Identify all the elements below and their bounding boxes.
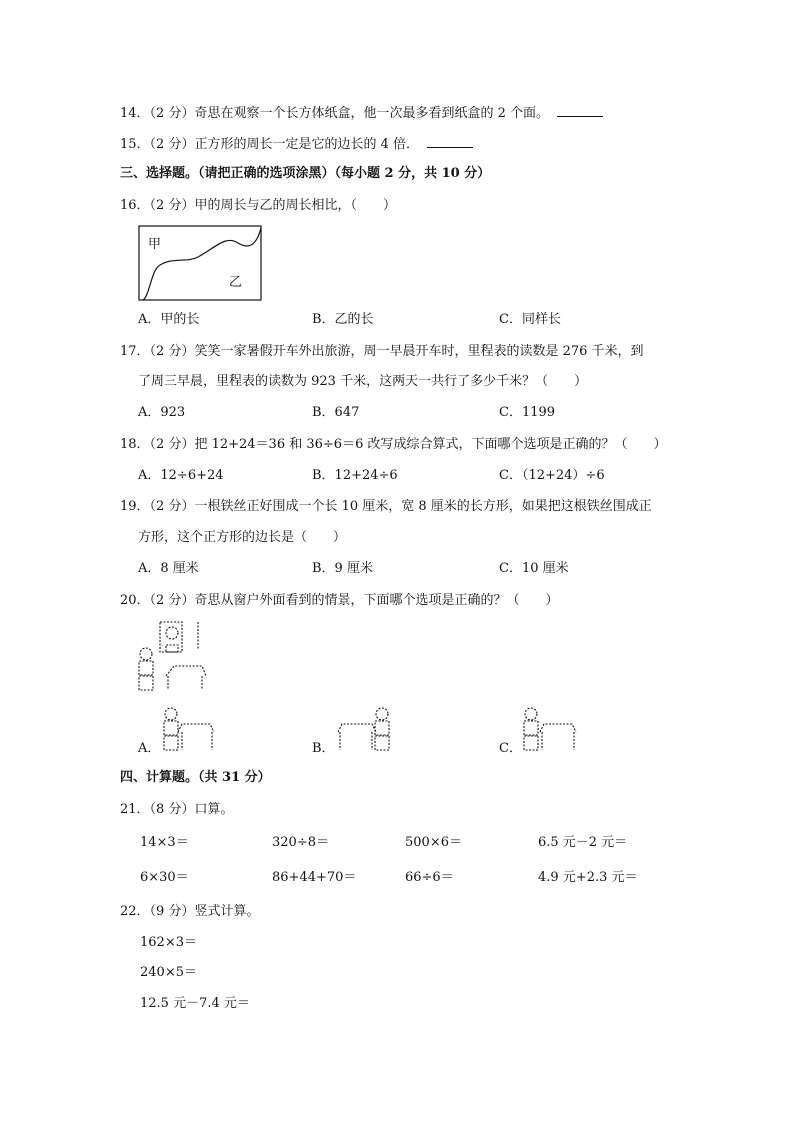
option-20a-label[interactable]: A． xyxy=(138,741,161,756)
option-20c-label[interactable]: C． xyxy=(499,741,522,756)
question-21-text: 21．（8 分）口算。 xyxy=(120,802,234,817)
section-3-title: 三、选择题。（请把正确的选项涂黑）（每小题 2 分，共 10 分） xyxy=(120,166,491,181)
question-16-text: 16．（2 分）甲的周长与乙的周长相比，（ ） xyxy=(120,198,396,213)
option-18b[interactable]: B．12+24÷6 xyxy=(312,468,398,483)
option-16a[interactable]: A．甲的长 xyxy=(138,312,200,327)
option-20b-image[interactable] xyxy=(336,706,396,752)
question-22-text: 22．（9 分）竖式计算。 xyxy=(120,904,260,919)
question-14-text: 14．（2 分）奇思在观察一个长方体纸盒，他一次最多看到纸盒的 2 个面。 xyxy=(120,106,549,121)
calc-21-5: 6×30＝ xyxy=(140,870,189,885)
question-19-line2: 方形，这个正方形的边长是（ ） xyxy=(138,530,347,545)
calc-22-3: 12.5 元－7.4 元＝ xyxy=(140,996,250,1011)
question-17-line1: 17．（2 分）笑笑一家暑假开车外出旅游，周一早晨开车时，里程表的读数是 276 千米，到 xyxy=(120,344,644,359)
option-16b[interactable]: B．乙的长 xyxy=(312,312,374,327)
calc-21-1: 14×3＝ xyxy=(140,835,189,850)
question-14 xyxy=(120,104,603,123)
section-4-title: 四、计算题。（共 31 分） xyxy=(120,770,271,785)
question-17-line2: 了周三早晨，里程表的读数为 923 千米，这两天一共行了多少千米？（ ） xyxy=(138,374,588,389)
option-18c[interactable]: C．（12+24）÷6 xyxy=(499,468,605,483)
option-20a-image[interactable] xyxy=(158,706,218,752)
calc-21-7: 66÷6＝ xyxy=(405,870,454,885)
option-20b-label[interactable]: B． xyxy=(312,741,335,756)
question-19-line1: 19．（2 分）一根铁丝正好围成一个长 10 厘米，宽 8 厘米的长方形，如果把这根铁丝围成正 xyxy=(120,499,652,514)
question-15 xyxy=(120,135,473,154)
option-17a[interactable]: A．923 xyxy=(138,405,186,420)
calc-21-8: 4.9 元+2.3 元＝ xyxy=(538,870,638,885)
option-17c[interactable]: C．1199 xyxy=(499,405,556,420)
calc-22-2: 240×5＝ xyxy=(140,965,197,980)
answer-blank-15[interactable] xyxy=(427,135,473,148)
calc-21-6: 86+44+70＝ xyxy=(272,870,357,885)
option-19c[interactable]: C．10 厘米 xyxy=(499,561,569,576)
calc-21-4: 6.5 元－2 元＝ xyxy=(538,835,628,850)
figure-label-yi: 乙 xyxy=(229,275,243,290)
window-scene-image xyxy=(136,620,216,696)
question-20-text: 20．（2 分）奇思从窗户外面看到的情景，下面哪个选项是正确的？（ ） xyxy=(120,593,559,608)
option-19b[interactable]: B．9 厘米 xyxy=(312,561,373,576)
option-20c-image[interactable] xyxy=(518,706,578,752)
calc-22-1: 162×3＝ xyxy=(140,935,197,950)
calc-21-2: 320÷8＝ xyxy=(272,835,329,850)
figure-label-jia: 甲 xyxy=(148,237,162,252)
option-16c[interactable]: C．同样长 xyxy=(499,312,561,327)
question-18-text: 18．（2 分）把 12+24＝36 和 36÷6＝6 改写成综合算式，下面哪个选项是正确的？（ ） xyxy=(120,437,667,452)
option-18a[interactable]: A．12÷6+24 xyxy=(138,468,224,483)
question-15-text: 15．（2 分）正方形的周长一定是它的边长的 4 倍． xyxy=(120,137,419,152)
calc-21-3: 500×6＝ xyxy=(405,835,462,850)
answer-blank-14[interactable] xyxy=(557,104,603,117)
option-17b[interactable]: B．647 xyxy=(312,405,360,420)
option-19a[interactable]: A．8 厘米 xyxy=(138,561,199,576)
